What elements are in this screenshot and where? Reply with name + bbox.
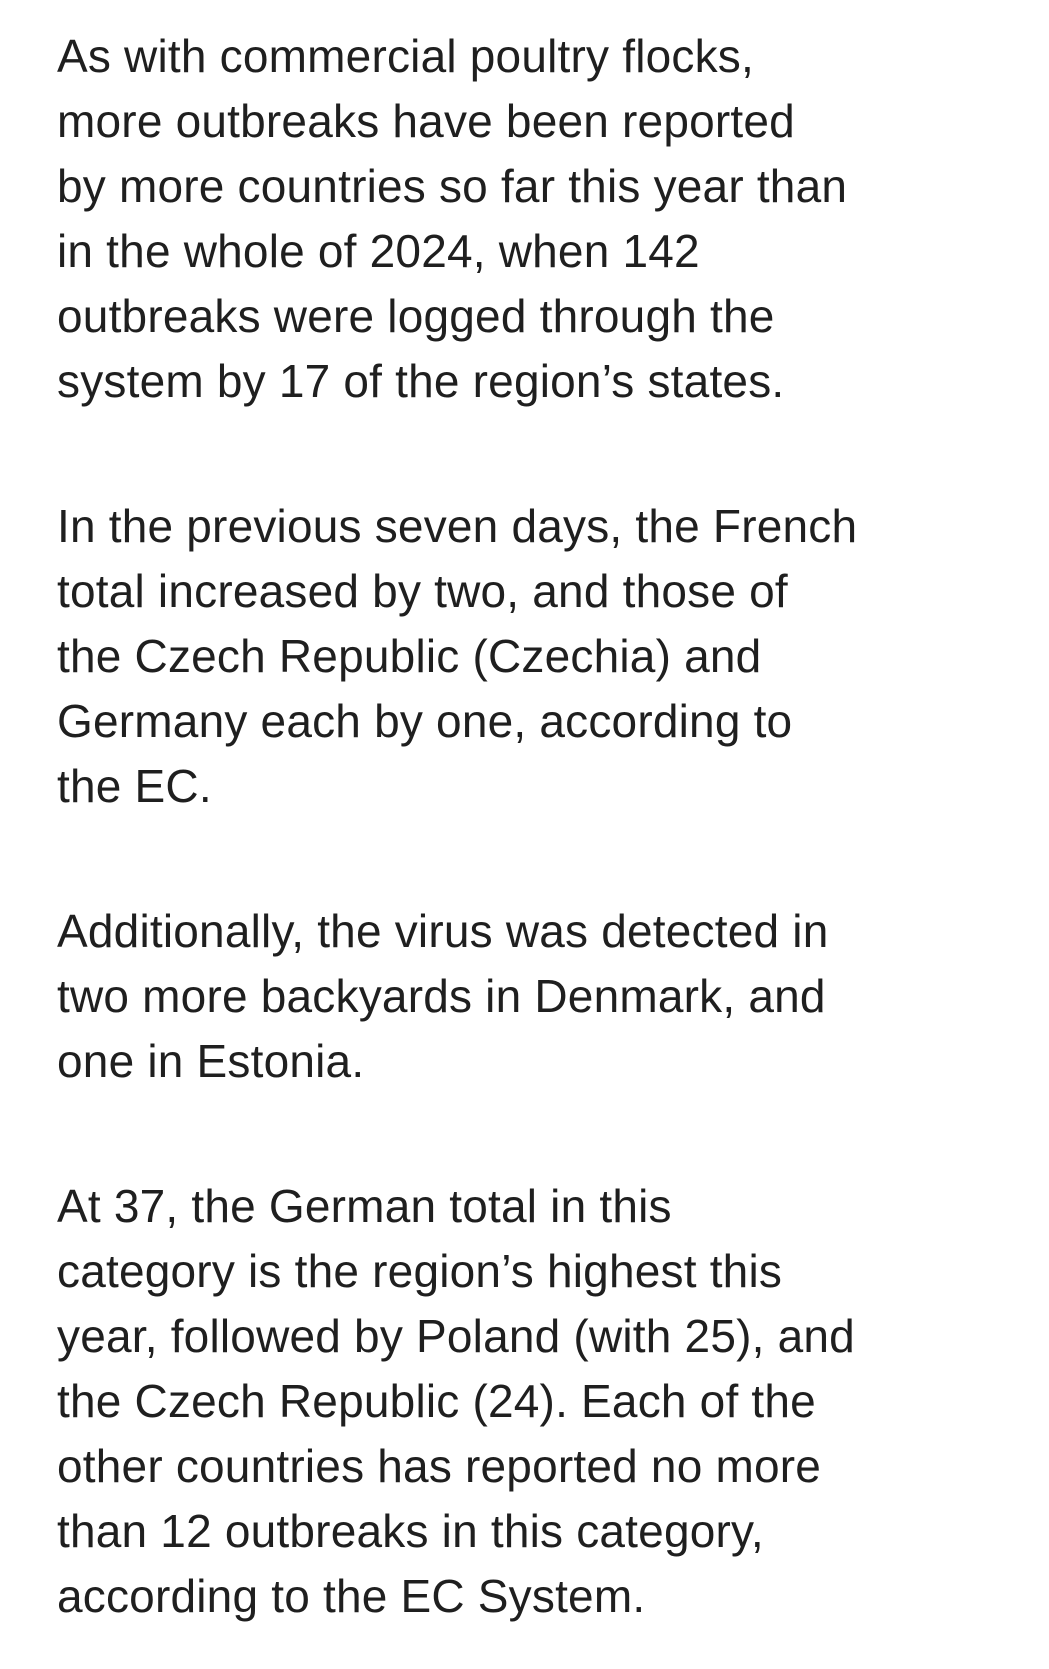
- text-line: the Czech Republic (Czechia) and: [57, 630, 762, 682]
- text-line: year, followed by Poland (with 25), and: [57, 1310, 855, 1362]
- paragraph-1: [57, 24, 997, 414]
- text-line: system by 17 of the region’s states.: [57, 355, 785, 407]
- text-line: two more backyards in Denmark, and: [57, 970, 826, 1022]
- text-line: Additionally, the virus was detected in: [57, 905, 829, 957]
- text-line: total increased by two, and those of: [57, 565, 788, 617]
- text-line: In the previous seven days, the French: [57, 500, 858, 552]
- text-line: in the whole of 2024, when 142: [57, 225, 700, 277]
- text-line: At 37, the German total in this: [57, 1180, 672, 1232]
- text-line: outbreaks were logged through the: [57, 290, 775, 342]
- paragraph-4: [57, 1174, 997, 1629]
- text-line: than 12 outbreaks in this category,: [57, 1505, 764, 1557]
- text-line: Germany each by one, according to: [57, 695, 793, 747]
- paragraph-3: [57, 899, 997, 1094]
- text-line: the Czech Republic (24). Each of the: [57, 1375, 816, 1427]
- text-line: category is the region’s highest this: [57, 1245, 783, 1297]
- paragraph-2: [57, 494, 997, 819]
- text-line: As with commercial poultry flocks,: [57, 30, 754, 82]
- text-line: according to the EC System.: [57, 1570, 646, 1622]
- text-line: the EC.: [57, 760, 212, 812]
- text-line: by more countries so far this year than: [57, 160, 848, 212]
- text-line: other countries has reported no more: [57, 1440, 822, 1492]
- text-line: more outbreaks have been reported: [57, 95, 795, 147]
- text-line: one in Estonia.: [57, 1035, 365, 1087]
